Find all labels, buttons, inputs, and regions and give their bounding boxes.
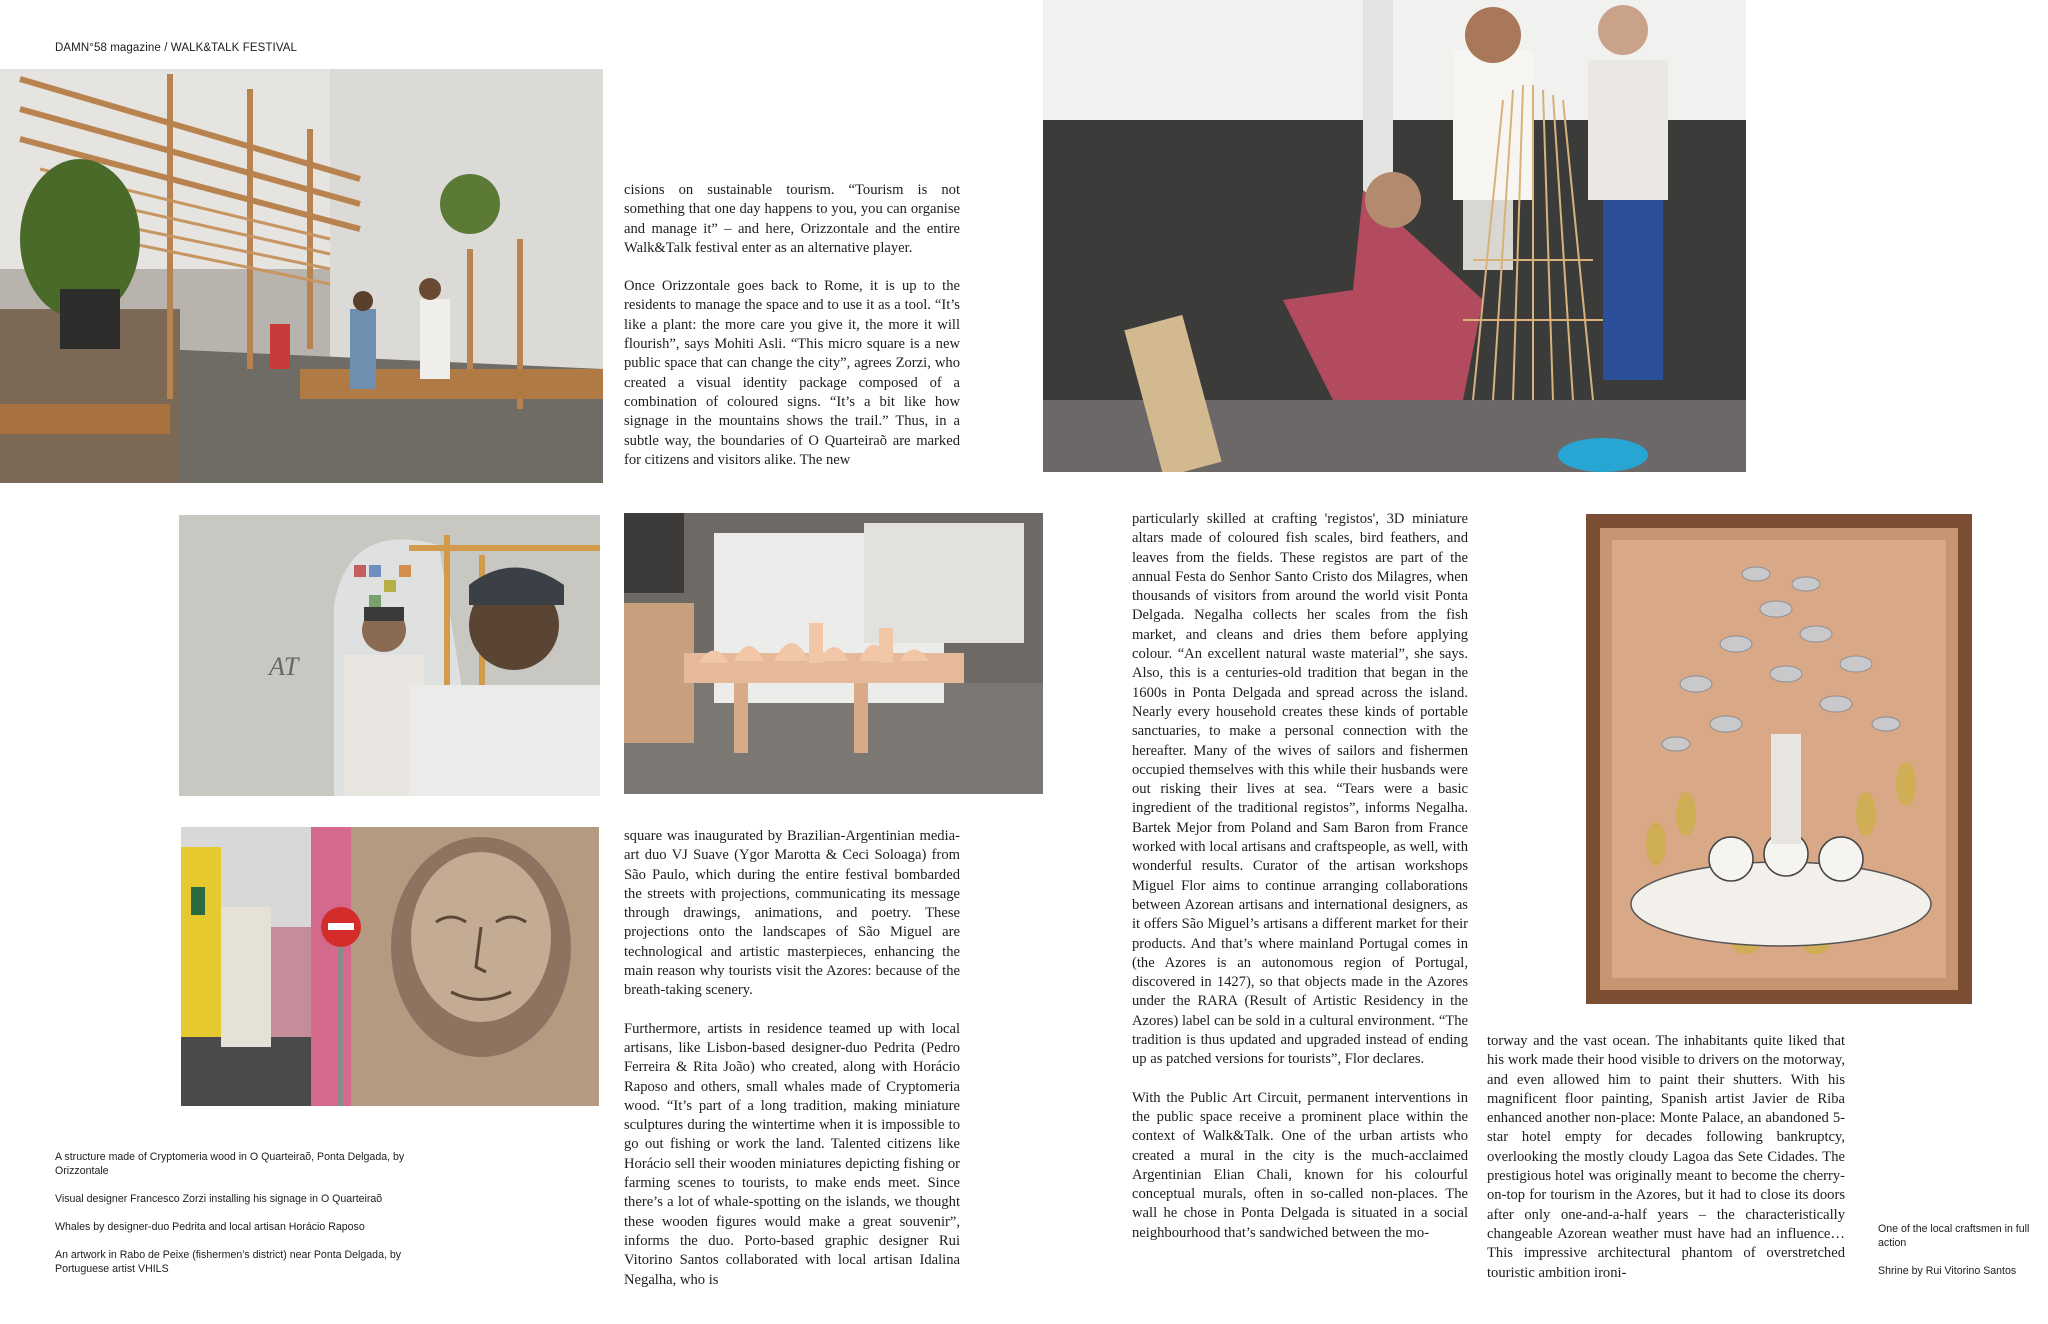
paragraph: particularly skilled at crafting 'registos', 3D miniature altars made of coloured fish scales, bird feathers, and leaves from the fields. These registos are part of the annual Festa do Senhor Santo Cristo dos Milagres, when thousands of visitors from around the world visit Ponta Delgada. Negalha collects her scales from the fish market, and cleans and dries them before applying colour. “An excellent natural waste material”, she says. Also, this is a centuries-old tradition that began in the 1600s in Ponta Delgada and spread across the island. Nearly every household creates these kinds of portable sanctuaries, to make a personal connection with the hereafter. Many of the wives of sailors and fishermen occupied themselves with this while their husbands were out risking their lives at sea. “Tears were a basic ingredient of the traditional registos”, informs Negalha. Bartek Mejor from Poland and Sam Baron from France worked with local artisans and craftspeople, as well, with wonderful results. Curator of the artisan workshops Miguel Flor aims to continue arranging collaborations between Azorean artisans and international designers, as it offers São Miguel’s artisans a different market for their products. And that’s where mainland Portugal comes in (the Azores is an autonomous region of Portugal, discovered in 1427), so that objects made in the Azores under the RARA (Result of Artistic Residency in the Azores) label can be sold in a cultural environment. “The tradition is thus updated and upgraded instead of ending up as patched versions for tourists”, Flor declares. bbox=[1132, 511, 1468, 1068]
caption: A structure made of Cryptomeria wood in O Quarteiraõ, Ponta Delgada, by Orizzontale bbox=[55, 1151, 405, 1177]
photo-street-mural bbox=[181, 827, 599, 1106]
article-column-1-bottom bbox=[624, 827, 960, 1290]
article-column-1-top bbox=[624, 181, 960, 470]
paragraph: torway and the vast ocean. The inhabitants quite liked that his work made their hood visible to drivers on the motorway, and even allowed him to paint their shutters. With his magnificent floor painting, Spanish artist Javier de Riba enhanced another non-place: Monte Palace, an abandoned 5-star hotel empty for decades following bankruptcy, overlooking the mostly cloudy Lagoa das Sete Cidades. The prestigious hotel was originally meant to become the cherry-on-top for tourism in the Azores, but it had to close its doors after only one-and-a-half years – the characteristically changeable Azorean weather must have had an influence… This impressive architectural phantom of overstretched touristic ambition ironi- bbox=[1487, 1033, 1845, 1281]
article-column-2 bbox=[1132, 510, 1468, 1243]
svg-text:AT: AT bbox=[269, 652, 299, 681]
paragraph: Once Orizzontale goes back to Rome, it is up to the residents to manage the space and to use it as a tool. “It’s like a plant: the more care you give it, the more it will flourish”, says Mohiti Asli. “This micro square is a new public space that can change the city”, agrees Zorzi, who created a visual identity package composed of a combination of coloured signs. “It’s a bit like how signage in the mountains shows the trail.” Thus, in a subtle way, the boundaries of O Quarteiraõ are marked for citizens and visitors alike. The new bbox=[624, 278, 960, 468]
paragraph: With the Public Art Circuit, permanent interventions in the public space receive a prominent place within the context of Walk&Talk. One of the urban artists who created a mural in the city is the much-acclaimed Argentinian Elian Chali, known for his colourful conceptual murals, often in so-called non-places. The wall he chose in Ponta Delgada is situated in a social neighbourhood that’s sandwiched between the mo- bbox=[1132, 1089, 1468, 1241]
captions-left bbox=[55, 1150, 415, 1290]
paragraph: Furthermore, artists in residence teamed up with local artisans, like Lisbon-based designer-duo Pedrita (Pedro Ferreira & Rita João) who created, along with Horácio Raposo and others, small whales made of Cryptomeria wood. “It’s part of a long tradition, making miniature sculptures during the wintertime when it is impossible to go out fishing or work the land. Talented citizens like Horácio sell their wooden miniatures depicting fishing or farming scenes to tourists, to make ends meet. Since there’s a lot of whale-spotting on the islands, we thought these wooden figures would make a great souvenir”, informs the duo. Porto-based graphic designer Rui Vitorino Santos collaborated with local artisan Idalina Negalha, who is bbox=[624, 1020, 960, 1288]
photo-shrine bbox=[1586, 514, 1972, 1004]
caption: An artwork in Rabo de Peixe (fishermen’s district) near Ponta Delgada, by Portuguese artist VHILS bbox=[55, 1249, 402, 1275]
photo-wooden-structure bbox=[0, 69, 603, 483]
caption: Shrine by Rui Vitorino Santos bbox=[1878, 1265, 2017, 1277]
caption: Whales by designer-duo Pedrita and local artisan Horácio Raposo bbox=[55, 1221, 365, 1233]
caption: One of the local craftsmen in full action bbox=[1878, 1223, 2030, 1249]
paragraph: cisions on sustainable tourism. “Tourism is not something that one day happens to you, you can organise and manage it” – and here, Orizzontale and the entire Walk&Talk festival enter as an alternative player. bbox=[624, 182, 960, 256]
photo-wooden-whales bbox=[624, 513, 1043, 794]
article-column-3 bbox=[1487, 1032, 1845, 1283]
paragraph: square was inaugurated by Brazilian-Argentinian media-art duo VJ Suave (Ygor Marotta & Ceci Soloaga) from São Paulo, which during the entire festival bombarded the streets with projections, communicating its message through drawings, animations, and poetry. These projections onto the landscapes of São Miguel are technological and artistic masterpieces, enhancing the main reason why tourists visit the Azores: because of the breath-taking scenery. bbox=[624, 828, 960, 999]
photo-craftsmen-weaving bbox=[1043, 0, 1746, 472]
caption: Visual designer Francesco Zorzi installing his signage in O Quarteiraõ bbox=[55, 1193, 383, 1205]
running-head: DAMN°58 magazine / WALK&TALK FESTIVAL bbox=[55, 42, 297, 54]
captions-right bbox=[1878, 1222, 2038, 1292]
photo-designer-installing-signage bbox=[179, 515, 600, 796]
